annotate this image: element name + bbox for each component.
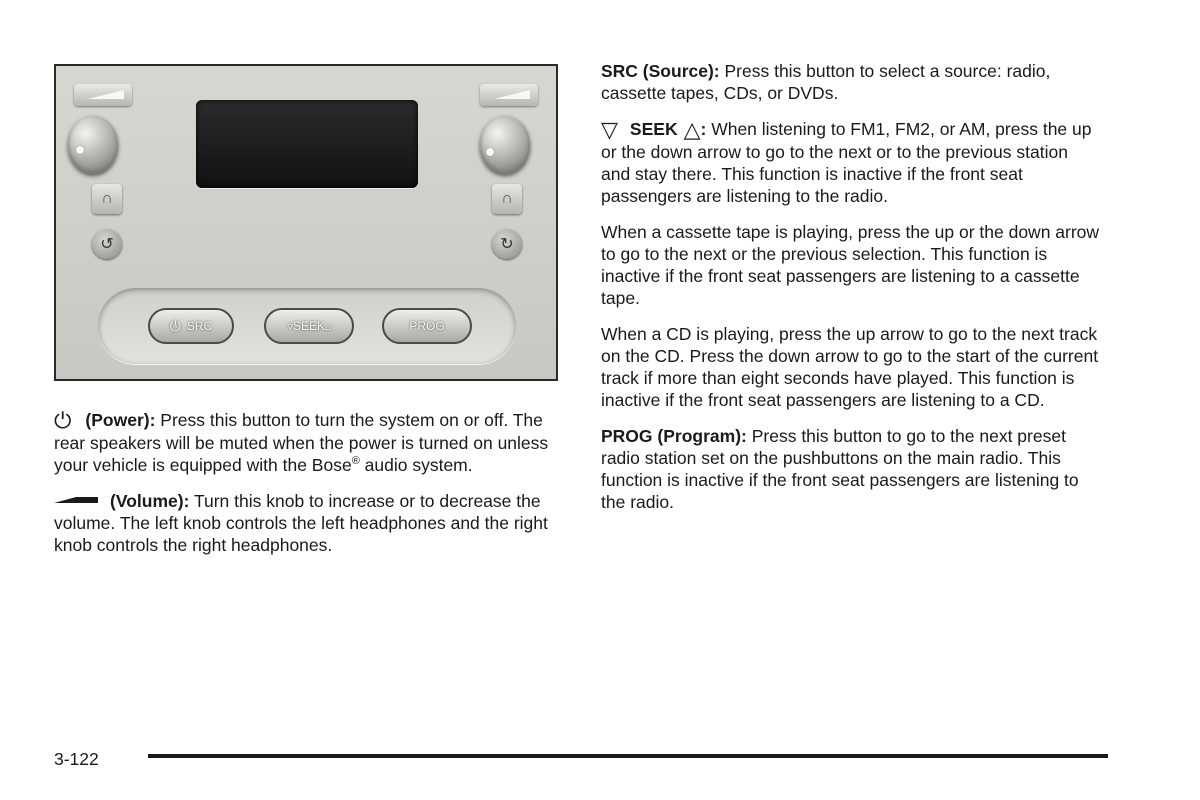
- seek-label: SEEK: [629, 119, 678, 139]
- power-icon: ⏻: [169, 317, 181, 334]
- volume-text: Turn this knob to increase or to decrease the volume. The left knob controls the left headphones and the right knob controls the right headphones.: [54, 491, 548, 555]
- src-button-label: SRC: [186, 319, 213, 333]
- page-number: 3-122: [54, 749, 99, 769]
- cd-paragraph: When a CD is playing, press the up arrow to go to the next track on the CD. Press the down arrow to go to the start of the current track if more than eight seconds have played. This function is inactive if the front seat passengers are listening to a CD.: [601, 324, 1099, 410]
- volume-icon: [54, 497, 98, 503]
- radio-button-bar: [98, 288, 516, 364]
- src-paragraph: [601, 60, 1101, 104]
- right-rotate-icon: ↻: [492, 229, 522, 259]
- left-column: [54, 64, 564, 556]
- src-label: SRC (Source):: [601, 61, 720, 81]
- seek-text: When listening to FM1, FM2, or AM, press the up or the down arrow to go to the next or to the previous station and stay there. This function is inactive if the front seat passengers are listening to the radio.: [601, 119, 1092, 206]
- power-text-end: audio system.: [359, 455, 473, 475]
- prog-label: PROG (Program):: [601, 426, 747, 446]
- footer-rule: [148, 754, 1108, 758]
- left-volume-indicator-icon: [74, 84, 132, 106]
- prog-button: [382, 308, 472, 344]
- seek-button: [264, 308, 354, 344]
- seek-up-arrow-icon: △: [683, 117, 701, 142]
- prog-text: Press this button to go to the next preset radio station set on the pushbuttons on the main radio. This function is inactive if the front seat passengers are listening to the radio.: [601, 426, 1079, 512]
- seek-paragraph: [601, 118, 1101, 207]
- prog-paragraph: [601, 425, 1101, 513]
- seek-down-arrow-icon: ▽: [601, 117, 618, 142]
- volume-paragraph: [54, 490, 564, 556]
- left-rotate-icon: ↺: [92, 229, 122, 259]
- radio-panel-photo: [54, 64, 558, 381]
- seek-colon: :: [700, 119, 707, 139]
- power-label: (Power):: [85, 410, 156, 430]
- power-text: Press this button to turn the system on or off. The rear speakers will be muted when the power is turned on unless your vehicle is equipped with the Bose: [54, 410, 549, 475]
- right-column: [601, 60, 1101, 513]
- volume-label: (Volume):: [110, 491, 190, 511]
- seek-button-label: ▿SEEK▵: [286, 319, 332, 333]
- right-headphone-icon: ∩: [492, 184, 522, 214]
- power-icon: ⏻: [54, 408, 72, 433]
- right-volume-indicator-icon: [480, 84, 538, 106]
- src-text: Press this button to select a source: radio, cassette tapes, CDs, or DVDs.: [601, 61, 1051, 103]
- cassette-paragraph: When a cassette tape is playing, press the up or the down arrow to go to the next or the previous selection. This function is inactive if the front seat passengers are listening to a cassette tape.: [601, 222, 1100, 308]
- registered-mark: ®: [351, 455, 360, 468]
- left-headphone-icon: ∩: [92, 184, 122, 214]
- power-paragraph: [54, 409, 564, 476]
- prog-button-label: PROG: [409, 319, 445, 333]
- power-src-button: [148, 308, 234, 344]
- radio-display: [196, 100, 418, 188]
- right-volume-knob: [480, 116, 530, 174]
- left-volume-knob: [68, 116, 118, 174]
